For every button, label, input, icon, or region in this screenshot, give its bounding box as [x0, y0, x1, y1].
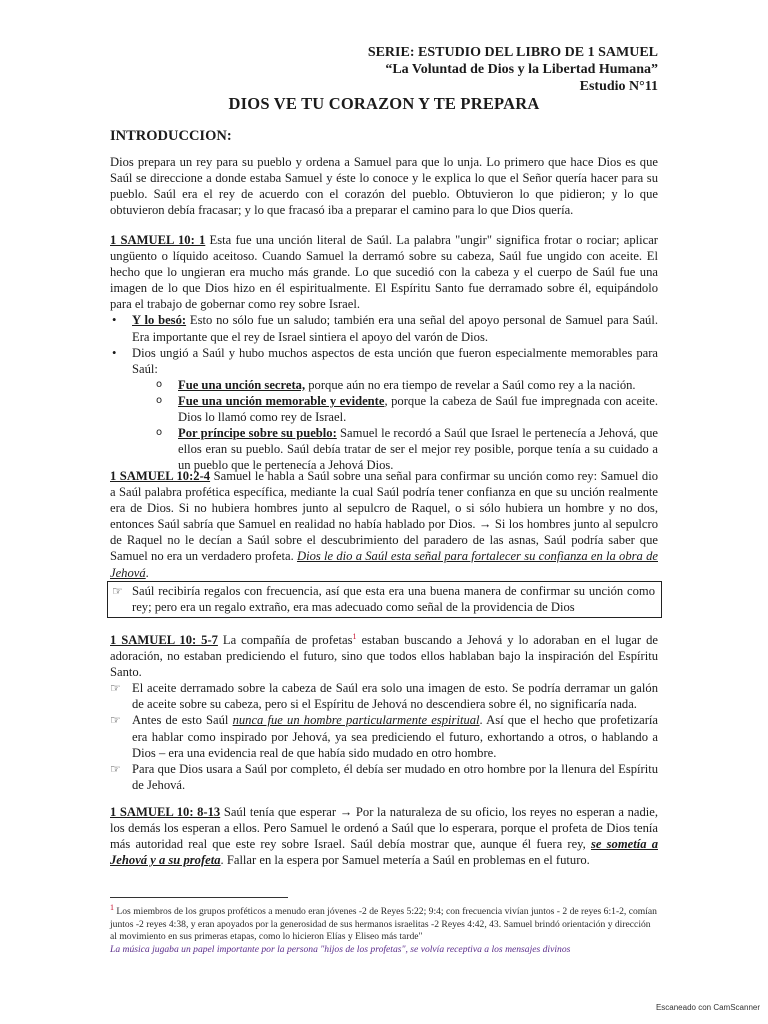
sub-bullet-text: , porque la cabeza de Saúl fue impregnada con aceite. Dios lo llamó como rey de Israel.: [178, 393, 658, 425]
intro-heading: INTRODUCCION:: [110, 128, 232, 144]
footnote-purple-text: La música jugaba un papel importante por la persona "hijos de los profetas", se volvía receptiva a los mensajes divinos: [110, 943, 571, 955]
hand-note: [110, 761, 658, 793]
scanner-watermark: Escaneado con CamScanner: [655, 1003, 760, 1012]
circle-bullet-icon: o: [156, 427, 163, 439]
section-10-5-7-paragraph: [110, 632, 658, 680]
section-text: Esta fue una unción literal de Saúl. La palabra "ungir" significa frotar o rociar; aplicar ungüento o líquido aceitoso. Cuando Samuel la derramó sobre su cabeza, Saúl fue ungido con aceite. El hecho que lo ungieran era mucho más grande. Lo que sucedió con la cabeza y el cuerpo de Saúl fue una imagen de lo que Dios hizo en él espiritualmente. El Espíritu Santo fue derramado sobre él, equipándolo para el trabajo de gobernar como rey sobre Israel.: [110, 233, 658, 312]
section-text: estaban buscando a Jehová y lo adoraban en el lugar de adoración, no estaban prediciendo el futuro, sino que todos ellos hablaban bajo la inspiración del Espíritu Santo.: [110, 633, 658, 680]
emphasis-text: se sometía a Jehová y a su profeta: [110, 837, 658, 868]
note-text: . Así que el hecho que profetizaría era hablar como inspirado por Jehová, ya sea prediciendo el futuro, exhortando a otros, o hablando a Dios – era una evidencia real de que había sido mudado en otro hombre.: [132, 713, 658, 760]
section-10-1-paragraph: [110, 232, 658, 312]
punctuation: .: [145, 565, 149, 580]
hand-note: [108, 583, 655, 615]
footnote-text: Los miembros de los grupos proféticos a menudo eran jóvenes -2 de Reyes 5:22; 9:4; con frecuencia vivían juntos - 2 de reyes 6:1-2, comían juntos -2 reyes 4:38, y eran apoyados por la generosidad de sus hermanos israelitas -2 Reyes 4:42, 43. Samuel brindó orientación y dirección al movimiento en sus primeras etapas, como lo hicieron Elías y Eliseo más tarde": [110, 906, 657, 943]
bullet-text: Dios ungió a Saúl y hubo muchos aspectos de esta unción que fueron especialmente memorables para Saúl:: [132, 345, 658, 376]
bullet-label: Y lo besó:: [132, 313, 187, 328]
section-10-5-7: [110, 632, 658, 793]
scripture-ref: 1 SAMUEL 10: 8-13: [110, 805, 221, 819]
sub-bullet-label: Fue una unción secreta,: [178, 377, 306, 392]
hand-note: [110, 712, 658, 760]
bullet-item: [110, 312, 658, 344]
footnote-marker[interactable]: 1: [352, 631, 357, 641]
footnote: [110, 902, 658, 956]
bullet-item: [110, 345, 658, 377]
pointing-hand-icon: ☞: [110, 681, 121, 696]
series-subtitle: “La Voluntad de Dios y la Libertad Humana”: [385, 62, 658, 77]
intro-paragraph: [110, 154, 658, 218]
note-text: Para que Dios usara a Saúl por completo, él debía ser mudado en otro hombre por la llenura del Espíritu de Jehová.: [132, 761, 658, 792]
footnote-number: 1: [110, 902, 114, 912]
sub-bullet-item: [110, 393, 658, 425]
series-line: SERIE: ESTUDIO DEL LIBRO DE 1 SAMUEL: [367, 45, 658, 60]
emphasis-text: Dios le dio a Saúl esta señal para fortalecer su confianza en la obra de Jehová: [110, 549, 658, 580]
sub-bullet-item: [110, 377, 658, 393]
sub-bullet-text: Samuel le recordó a Saúl que Israel le pertenecía a Jehová, que ellos eran su pueblo. Saúl debía tratar de ser el mejor rey posible, porque tenía a su cuidado a un pueblo que le pertenecía a Jehová Dios.: [178, 426, 658, 473]
footnote-divider: [110, 897, 288, 898]
section-text: . Fallar en la espera por Samuel metería a Saúl en problemas en el futuro.: [220, 853, 590, 868]
section-text: La compañía de profetas: [217, 633, 353, 647]
sub-bullet-text: porque aún no era tiempo de revelar a Saúl como rey a la nación.: [305, 377, 636, 392]
section-10-1: [110, 232, 658, 473]
sub-bullet-item: [110, 425, 658, 473]
scripture-ref: 1 SAMUEL 10: 1: [110, 233, 206, 247]
intro-text: Dios prepara un rey para su pueblo y ordena a Samuel para que lo unja. Lo primero que hace Dios es que Saúl se direccione a donde estaba Samuel y éste lo conoce y le explica lo que el Señor quería hacer para su pueblo. Saúl era el rey de acuerdo con el corazón del pueblo. Obtuvieron lo que pidieron; y lo que obtuvieron debía fracasar; y lo que fracasó iba a preparar el camino para lo que Dios quería.: [110, 155, 658, 218]
section-10-2-4: [110, 468, 658, 581]
circle-bullet-icon: o: [156, 378, 163, 390]
page-title: DIOS VE TU CORAZON Y TE PREPARA: [228, 94, 540, 113]
sub-bullet-label: Por príncipe sobre su pueblo:: [178, 426, 337, 441]
section-text: Samuel le habla a Saúl sobre una señal para confirmar su unción como rey: Samuel dio a Saúl palabra profética específica, mediante la cual Saúl podría tener confianza en que su unción realmente era de Dios. Si no hubiera hombres junto al sepulcro de Raquel, o si sólo hubiera un hombre y no dos, entonces Saúl sabría que Samuel en realidad no había hablado por Dios. → Si los hombres junto al sepulcro de Raquel no le decían a Saúl sobre el descubrimiento del paradero de las asnas, Saúl podría saber que Samuel no era un verdadero profeta.: [110, 469, 658, 564]
bullet-text: Esto no sólo fue un saludo; también era una señal del apoyo personal de Samuel para Saúl. Era importante que el rey de Israel sintiera el apoyo del varón de Dios.: [132, 313, 658, 344]
section-10-2-4-paragraph: [110, 468, 658, 581]
boxed-text: Saúl recibiría regalos con frecuencia, así que esta era una buena manera de confirmar su unción como rey; pero era un regalo extraño, era mas adecuado como señal de la providencia de Dios: [132, 584, 655, 615]
pointing-hand-icon: ☞: [110, 713, 121, 728]
circle-bullet-icon: o: [156, 394, 163, 406]
scripture-ref: 1 SAMUEL 10:2-4: [110, 469, 211, 483]
pointing-hand-icon: ☞: [112, 584, 123, 598]
section-10-8-13: [110, 804, 658, 868]
pointing-hand-icon: ☞: [110, 761, 121, 776]
bullet-icon: •: [112, 345, 117, 360]
bullet-icon: •: [112, 313, 117, 328]
emphasis-text: nunca fue un hombre particularmente espiritual: [232, 713, 480, 728]
note-text: El aceite derramado sobre la cabeza de Saúl era solo una imagen de esto. Se podría derramar un galón de aceite sobre su cabeza, pero si el Espíritu de Jehová no descendiera sobre él, no significaría nada.: [132, 681, 658, 712]
sub-bullet-label: Fue una unción memorable y evidente: [178, 393, 385, 408]
study-number: Estudio N°11: [579, 79, 658, 94]
hand-note: [110, 680, 658, 712]
note-text: Antes de esto Saúl: [132, 713, 233, 728]
section-text: Saúl tenía que esperar → Por la naturaleza de su oficio, los reyes no esperan a nadie, los demás los esperan a ellos. Pero Samuel le ordenó a Saúl que lo esperara, porque el profeta de Dios tenía más autoridad real que este rey sobre Israel. Saúl debía mostrar que, aunque él fuera rey,: [110, 805, 658, 852]
scripture-ref: 1 SAMUEL 10: 5-7: [110, 633, 218, 647]
boxed-note: [107, 581, 662, 618]
section-10-8-13-paragraph: [110, 804, 658, 868]
